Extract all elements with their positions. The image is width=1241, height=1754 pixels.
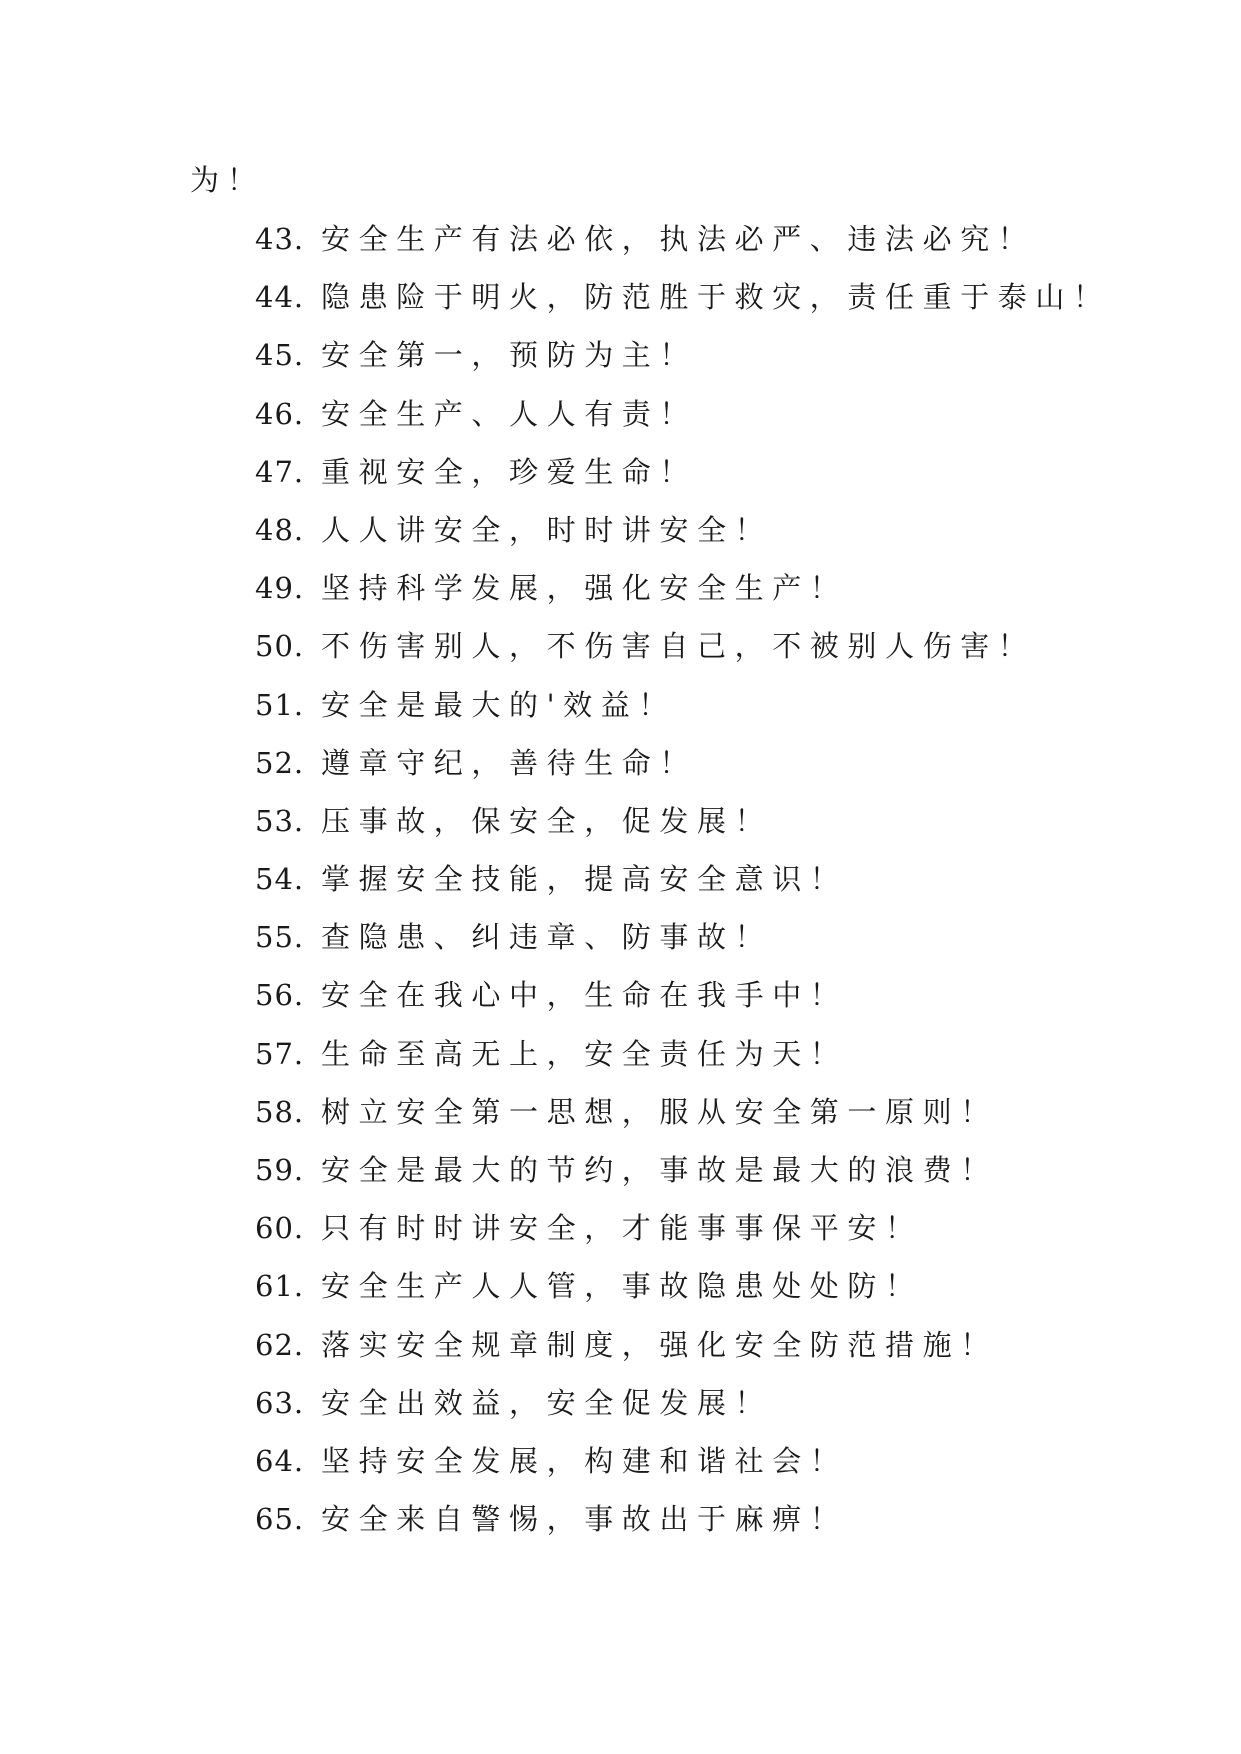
item-number: 58. <box>255 1094 305 1129</box>
item-number: 61. <box>255 1269 305 1304</box>
continuation-text: 为！ <box>190 163 265 197</box>
list-item <box>255 277 1111 335</box>
item-number: 64. <box>255 1443 305 1478</box>
list-item <box>255 219 1111 277</box>
item-text: 不伤害别人，不伤害自己，不被别人伤害！ <box>321 629 1036 664</box>
item-text: 掌握安全技能，提高安全意识！ <box>321 862 848 897</box>
item-number: 45. <box>255 338 305 373</box>
item-text: 隐患险于明火，防范胜于救灾，责任重于泰山！ <box>321 280 1111 315</box>
list-item <box>255 975 1111 1033</box>
item-text: 生命至高无上，安全责任为天！ <box>321 1036 848 1071</box>
list-item <box>255 394 1111 452</box>
item-number: 63. <box>255 1385 305 1420</box>
list-item <box>255 568 1111 626</box>
item-text: 压事故，保安全，促发展！ <box>321 803 773 838</box>
item-text: 遵章守纪，善待生命！ <box>321 745 698 780</box>
slogan-list <box>255 219 1111 1557</box>
item-number: 65. <box>255 1502 305 1537</box>
list-item <box>255 510 1111 568</box>
item-text: 坚持科学发展，强化安全生产！ <box>321 571 848 606</box>
item-number: 60. <box>255 1211 305 1246</box>
item-number: 48. <box>255 512 305 547</box>
item-text: 安全生产、人人有责！ <box>321 396 698 431</box>
item-number: 51. <box>255 687 305 722</box>
item-number: 56. <box>255 978 305 1013</box>
list-item <box>255 1266 1111 1324</box>
item-number: 43. <box>255 222 305 256</box>
item-text: 只有时时讲安全，才能事事保平安！ <box>321 1211 923 1246</box>
item-text: 安全生产人人管，事故隐患处处防！ <box>321 1269 923 1304</box>
item-text: 安全第一，预防为主！ <box>321 338 698 373</box>
list-item <box>255 1092 1111 1150</box>
item-text: 安全来自警惕，事故出于麻痹！ <box>321 1502 848 1537</box>
item-number: 53. <box>255 803 305 838</box>
item-number: 52. <box>255 745 305 780</box>
item-text: 安全是最大的'效益！ <box>321 687 676 722</box>
item-text: 重视安全，珍爱生命！ <box>321 454 698 489</box>
item-number: 50. <box>255 629 305 664</box>
item-number: 47. <box>255 454 305 489</box>
item-text: 安全生产有法必依，执法必严、违法必究！ <box>321 222 1036 256</box>
list-item <box>255 1150 1111 1208</box>
item-number: 55. <box>255 920 305 955</box>
list-item <box>255 1441 1111 1499</box>
item-number: 46. <box>255 396 305 431</box>
list-item <box>255 859 1111 917</box>
list-item <box>255 917 1111 975</box>
list-item <box>255 1034 1111 1092</box>
list-item <box>255 801 1111 859</box>
list-item <box>255 1325 1111 1383</box>
list-item <box>255 452 1111 510</box>
item-text: 人人讲安全，时时讲安全！ <box>321 512 773 547</box>
item-text: 安全出效益，安全促发展！ <box>321 1385 773 1420</box>
item-number: 44. <box>255 280 305 315</box>
item-number: 57. <box>255 1036 305 1071</box>
item-text: 查隐患、纠违章、防事故！ <box>321 920 773 955</box>
item-text: 安全在我心中，生命在我手中！ <box>321 978 848 1013</box>
list-item <box>255 743 1111 801</box>
item-text: 安全是最大的节约，事故是最大的浪费！ <box>321 1153 998 1187</box>
item-number: 62. <box>255 1327 305 1362</box>
item-text: 坚持安全发展，构建和谐社会！ <box>321 1443 848 1478</box>
list-item <box>255 685 1111 743</box>
item-number: 59. <box>255 1153 305 1187</box>
item-text: 树立安全第一思想，服从安全第一原则！ <box>321 1094 998 1129</box>
list-item <box>255 626 1111 684</box>
item-number: 54. <box>255 862 305 897</box>
item-text: 落实安全规章制度，强化安全防范措施！ <box>321 1327 998 1362</box>
list-item <box>255 335 1111 393</box>
list-item <box>255 1499 1111 1557</box>
list-item <box>255 1208 1111 1266</box>
item-number: 49. <box>255 571 305 606</box>
list-item <box>255 1383 1111 1441</box>
